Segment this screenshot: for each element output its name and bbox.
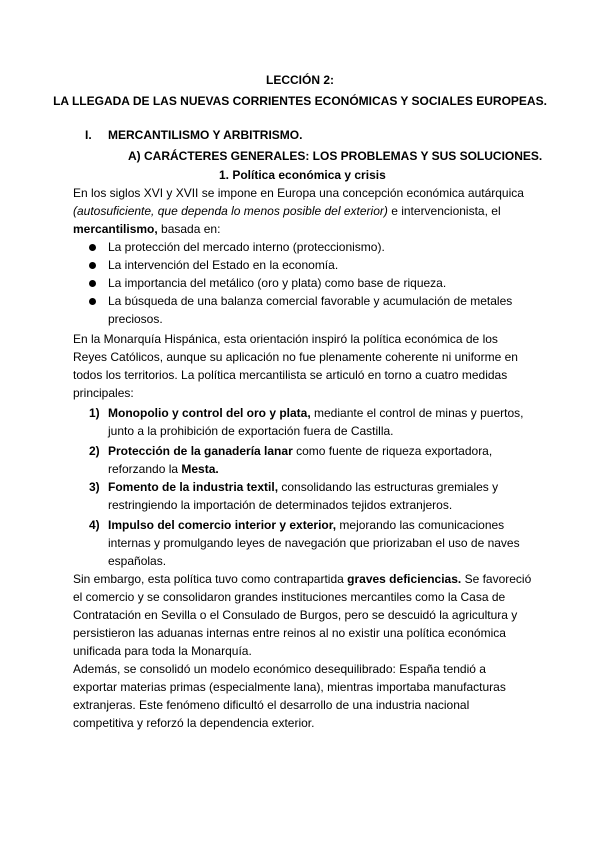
paragraph-line: Reyes Católicos, aunque su aplicación no fue plenamente coherente ni uniforme en: [73, 350, 518, 364]
measure-number: 3): [89, 480, 100, 494]
paragraph-line: extranjeras. Este fenómeno dificultó el desarrollo de una industria nacional: [73, 698, 470, 712]
measure-heading: Impulso del comercio interior y exterior,: [108, 518, 337, 532]
intro-line-2: [73, 204, 501, 218]
lesson-number: LECCIÓN 2:: [265, 73, 334, 87]
paragraph-line: principales:: [73, 386, 134, 400]
paragraph-line: exportar materias primas (especialmente lana), mientras importaba manufacturas: [73, 680, 506, 694]
para2-end: Se favoreció: [461, 572, 532, 586]
measure-item: [108, 444, 492, 458]
lesson-title: LA LLEGADA DE LAS NUEVAS CORRIENTES ECONÓMICAS Y SOCIALES EUROPEAS.: [53, 94, 547, 108]
graves-deficiencias-term: graves deficiencias.: [347, 572, 462, 586]
measure-number: 1): [89, 406, 100, 420]
mesta-term: Mesta.: [181, 462, 219, 476]
paragraph-line: [73, 572, 531, 586]
intro-line-1: En los siglos XVI y XVII se impone en Europa una concepción económica autárquica: [73, 186, 524, 200]
paragraph-line: persistieron las aduanas internas entre reinos al no existir una política económica: [73, 626, 506, 640]
section-numeral: I.: [85, 128, 92, 142]
intro-line-3: [73, 222, 220, 236]
measure-item: [108, 406, 523, 420]
intro-line-3-rest: basada en:: [157, 222, 221, 236]
bullet-dot-icon: [89, 298, 96, 305]
paragraph-line: el comercio y se consolidaron grandes instituciones mercantiles como la Casa de: [73, 590, 506, 604]
subsubsection-title: 1. Política económica y crisis: [219, 168, 386, 182]
measure-continuation-text: reforzando la: [108, 462, 182, 476]
measure-continuation: junto a la prohibición de exportación fuera de Castilla.: [108, 424, 394, 438]
bullet-dot-icon: [89, 244, 96, 251]
measure-text: consolidando las estructuras gremiales y: [278, 480, 499, 494]
paragraph-line: todos los territorios. La política mercantilista se articuló en torno a cuatro medidas: [73, 368, 508, 382]
bullet-dot-icon: [89, 262, 96, 269]
para2-start: Sin embargo, esta política tuvo como contrapartida: [73, 572, 348, 586]
measure-item: [108, 518, 504, 532]
measure-text: como fuente de riqueza exportadora,: [292, 444, 493, 458]
mercantilismo-term: mercantilismo,: [73, 222, 158, 236]
measure-number: 4): [89, 518, 100, 532]
measure-continuation: internas y promulgando leyes de navegación que priorizaban el uso de naves: [108, 536, 520, 550]
bullet-item-continuation: preciosos.: [108, 312, 163, 326]
paragraph-line: En la Monarquía Hispánica, esta orientación inspiró la política económica de los: [73, 332, 498, 346]
paragraph-line: unificada para toda la Monarquía.: [73, 644, 252, 658]
measure-heading: Fomento de la industria textil,: [108, 480, 279, 494]
paragraph-line: competitiva y reforzó la dependencia exterior.: [73, 716, 315, 730]
measure-text: mejorando las comunicaciones: [336, 518, 505, 532]
measure-heading: Monopolio y control del oro y plata,: [108, 406, 311, 420]
intro-line-2-rest: e intervencionista, el: [387, 204, 501, 218]
measure-heading: Protección de la ganadería lanar: [108, 444, 293, 458]
measure-item: [108, 480, 498, 494]
bullet-item: La búsqueda de una balanza comercial favorable y acumulación de metales: [108, 294, 513, 308]
subsection-title: A) CARÁCTERES GENERALES: LOS PROBLEMAS Y SUS SOLUCIONES.: [128, 149, 543, 163]
bullet-dot-icon: [89, 280, 96, 287]
paragraph-line: Además, se consolidó un modelo económico desequilibrado: España tendió a: [73, 662, 486, 676]
paragraph-line: Contratación en Sevilla o el Consulado de Burgos, pero se descuidó la agricultura y: [73, 608, 518, 622]
measure-continuation: españolas.: [108, 554, 167, 568]
measure-text: mediante el control de minas y puertos,: [310, 406, 524, 420]
intro-italic: (autosuficiente, que dependa lo menos posible del exterior): [73, 204, 388, 218]
bullet-item: La importancia del metálico (oro y plata) como base de riqueza.: [108, 276, 447, 290]
measure-continuation: restringiendo la importación de determinados tejidos extranjeros.: [108, 498, 453, 512]
bullet-item: La protección del mercado interno (proteccionismo).: [108, 240, 385, 254]
bullet-item: La intervención del Estado en la economía.: [108, 258, 339, 272]
measure-continuation: [108, 462, 219, 476]
measure-number: 2): [89, 444, 100, 458]
section-title: MERCANTILISMO Y ARBITRISMO.: [108, 128, 303, 142]
